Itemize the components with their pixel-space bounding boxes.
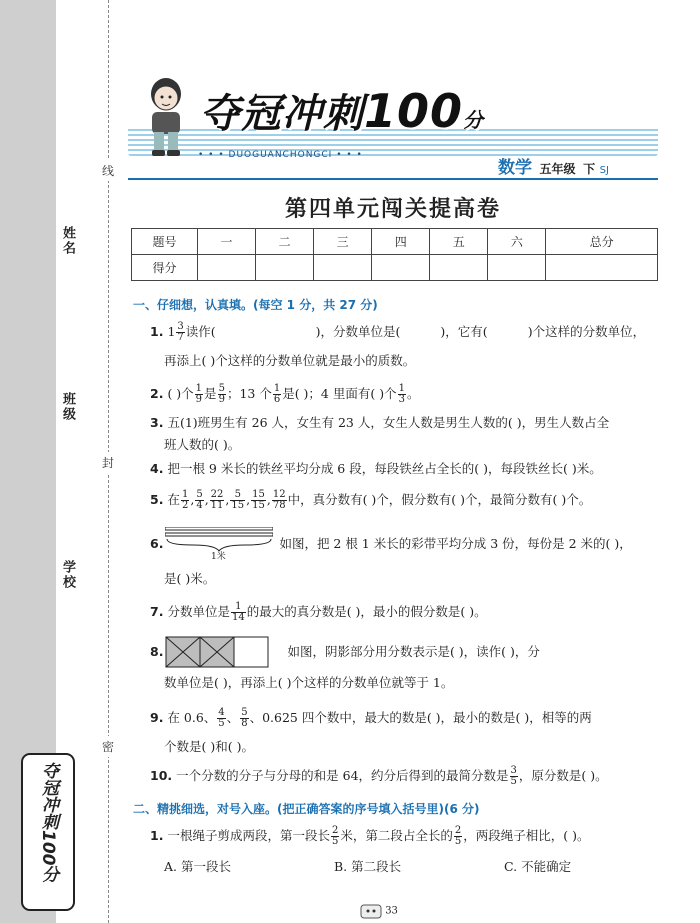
binding-margin	[0, 0, 115, 923]
side-logo	[18, 752, 78, 912]
score-cell: 四	[372, 229, 430, 255]
subject-grade	[498, 153, 609, 178]
brand-logo: 夺冠冲刺100分	[200, 84, 485, 138]
page-number: 33	[360, 903, 420, 923]
section-2-question-1: 1. 一根绳子剪成两段，第一段长 $\frac{2}{5}$ 米，第二段占全长的 $\frac{2}{5}$ ，两段绳子相比，( )。	[150, 825, 590, 847]
question-9: 9. 在 0.6、 $\frac{4}{5}$ 、 $\frac{5}{8}$ 、0.625 四个数中，最大的数是( )，最小的数是( )，相等的两	[150, 707, 592, 729]
page-mascot-icon	[360, 903, 382, 919]
question-6: 6. 如图，把 2 根 1 米长的彩带平均分成 3 份，每份是 2 米的( )，	[150, 536, 632, 551]
name-label: 姓名	[60, 226, 75, 256]
score-cell: 五	[430, 229, 488, 255]
score-cell: 三	[314, 229, 372, 255]
question-9-line-2: 个数是( )和( )。	[164, 739, 254, 754]
edition: SJ	[599, 165, 609, 176]
score-table-score-row	[132, 255, 658, 281]
question-10: 10. 一个分数的分子与分母的和是 64，约分后得到的最简分数是 $\frac{3}{5}$ ，原分数是( )。	[150, 765, 608, 787]
question-6-line-2: 是( )米。	[164, 571, 216, 586]
shaded-rectangle-figure	[165, 636, 269, 668]
page-title: 第四单元闯关提高卷	[284, 197, 501, 222]
score-input-cell[interactable]	[314, 255, 372, 281]
question-2: 2. ( )个 $\frac{1}{9}$ 是 $\frac{5}{9}$ ；13 个 $\frac{1}{6}$ 是( )；4 里面有( )个 $\frac{1}{3}$ 。	[150, 383, 420, 405]
score-input-cell[interactable]	[546, 255, 658, 281]
option-b[interactable]: B. 第二段长	[334, 859, 402, 874]
question-8-line-2: 数单位是( )，再添上( )个这样的分数单位就等于 1。	[164, 675, 454, 690]
option-c[interactable]: C. 不能确定	[504, 859, 572, 874]
score-cell: 六	[488, 229, 546, 255]
score-input-cell[interactable]	[430, 255, 488, 281]
subject: 数学	[498, 158, 532, 178]
grade: 五年级	[539, 162, 576, 176]
brand-pinyin: • • • DUOGUANCHONGCI • • •	[198, 150, 363, 160]
ribbon-figure	[165, 527, 273, 562]
seal-char-mi: 密	[102, 736, 114, 757]
seal-char-line: 线	[102, 160, 114, 181]
question-1: 1. 1 $\frac{3}{7}$ 读作( )，分数单位是( )，它有( )个这样的分数单位，	[150, 321, 646, 343]
score-input-cell[interactable]	[198, 255, 256, 281]
section-1-heading: 一、仔细想，认真填。(每空 1 分，共 27 分)	[133, 298, 378, 312]
side-logo-text: 夺冠冲刺100分	[38, 762, 58, 883]
question-3-line-2: 班人数的( )。	[164, 437, 241, 452]
question-7: 7. 分数单位是 $\frac{1}{14}$ 的最大的真分数是( )，最小的假分数是( )。	[150, 601, 487, 623]
seal-char-feng: 封	[102, 452, 114, 473]
question-8: 8. 如图，阴影部分用分数表示是( )，读作( )，分	[150, 644, 540, 659]
score-cell: 一	[198, 229, 256, 255]
class-label: 班级	[60, 392, 75, 422]
question-4: 4. 把一根 9 米长的铁丝平均分成 6 段，每段铁丝占全长的( )，每段铁丝长( )米。	[150, 461, 602, 476]
score-cell: 总分	[546, 229, 658, 255]
question-1-line-2: 再添上( )个这样的分数单位就是最小的质数。	[164, 353, 416, 368]
score-cell: 题号	[132, 229, 198, 255]
term: 下	[583, 162, 596, 176]
score-input-cell[interactable]	[372, 255, 430, 281]
question-5: 5. 在 $\frac{1}{2}$ , $\frac{5}{4}$ , $\frac{22}{11}$ , $\frac{5}{15}$ , $\frac{15}{15}$ , $\frac{12}{78}$ 中，真分数有( )个，假分数有( )个，最简分数有( )个。	[150, 489, 592, 511]
score-table	[131, 228, 658, 281]
section-2-heading: 二、精挑细选，对号入座。(把正确答案的序号填入括号里)(6 分)	[133, 802, 480, 816]
score-table-header-row	[132, 229, 658, 255]
score-row-label: 得分	[132, 255, 198, 281]
score-cell: 二	[256, 229, 314, 255]
school-label: 学校	[60, 560, 75, 590]
ribbon-label: 1米	[211, 552, 226, 562]
answer-options	[164, 858, 679, 876]
mascot-boy-icon	[138, 74, 194, 158]
score-input-cell[interactable]	[256, 255, 314, 281]
question-3: 3. 五(1)班男生有 26 人，女生有 23 人，女生人数是男生人数的( )，男生人数占全	[150, 415, 610, 430]
option-a[interactable]: A. 第一段长	[164, 859, 231, 874]
score-input-cell[interactable]	[488, 255, 546, 281]
header-rule	[128, 178, 658, 180]
